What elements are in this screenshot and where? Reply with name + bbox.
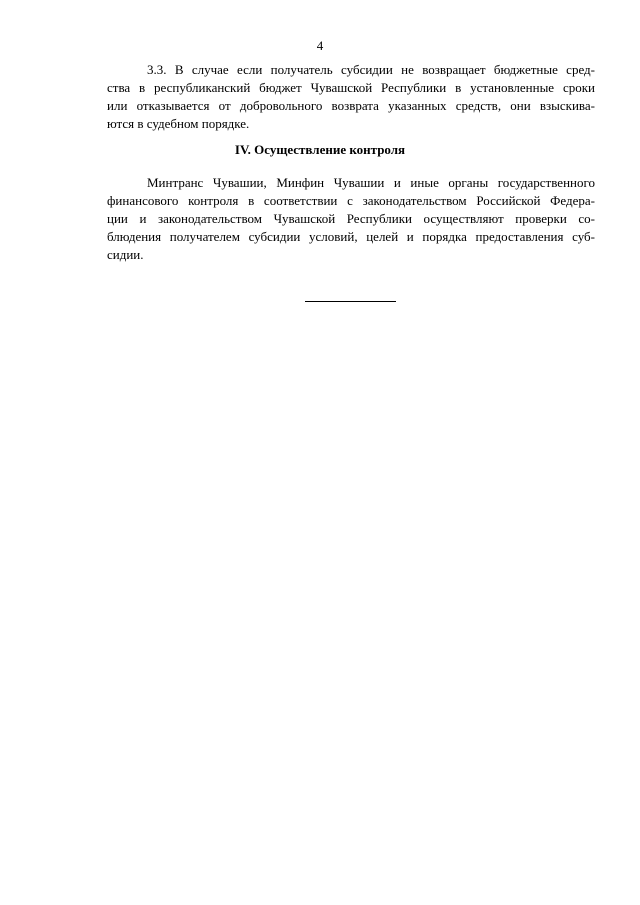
paragraph-line: ства в республиканский бюджет Чувашской Республики в установленные сроки xyxy=(107,80,595,95)
paragraph-line: или отказывается от добровольного возврата указанных средств, они взыскива- xyxy=(107,98,595,113)
paragraph-3-3 xyxy=(107,61,595,133)
paragraph-line: финансового контроля в соответствии с законодательством Российской Федера- xyxy=(107,193,595,208)
paragraph-line: ются в судебном порядке. xyxy=(107,116,250,131)
paragraph-line: сидии. xyxy=(107,247,144,262)
end-divider xyxy=(305,301,396,302)
paragraph-control xyxy=(107,174,595,264)
page-number: 4 xyxy=(316,38,324,53)
paragraph-line: блюдения получателем субсидии условий, целей и порядка предоставления суб- xyxy=(107,229,595,244)
paragraph-line: 3.3. В случае если получатель субсидии не возвращает бюджетные сред- xyxy=(147,62,595,77)
paragraph-line: ции и законодательством Чувашской Республики осуществляют проверки со- xyxy=(107,211,595,226)
paragraph-line: Минтранс Чувашии, Минфин Чувашии и иные органы государственного xyxy=(147,175,595,190)
section-heading: IV. Осуществление контроля xyxy=(234,142,406,157)
